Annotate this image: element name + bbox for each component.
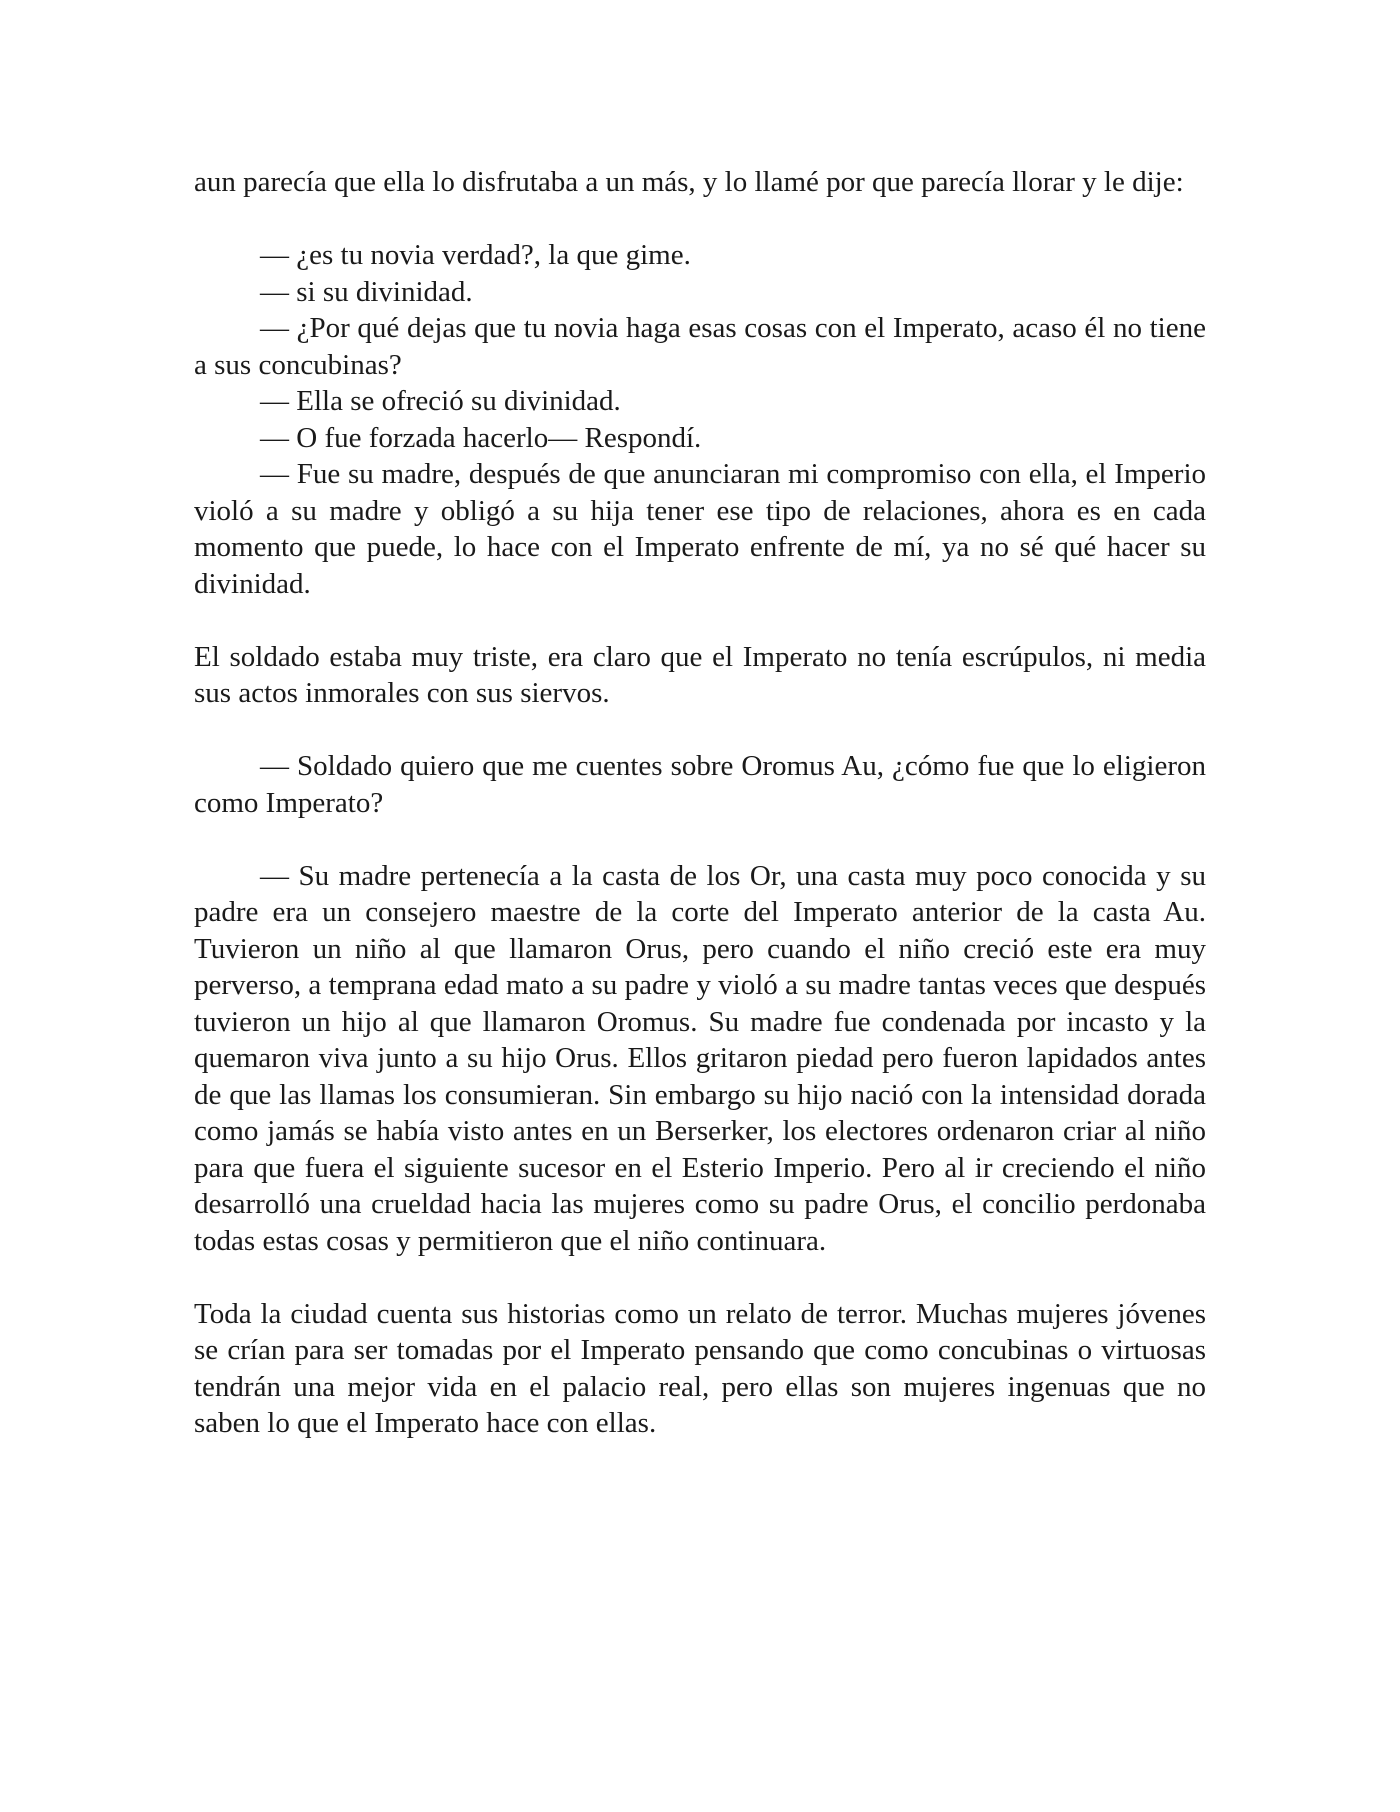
paragraph-2: El soldado estaba muy triste, era claro que el Imperato no tenía escrúpulos, ni media sus actos inmorales con sus siervos.	[194, 640, 1206, 709]
paragraph-1: aun parecía que ella lo disfrutaba a un más, y lo llamé por que parecía llorar y le dije:	[194, 166, 1184, 198]
dialogue-line-6: — Fue su madre, después de que anunciaran mi compromiso con ella, el Imperio violó a su madre y obligó a su hija tener ese tipo de relaciones, ahora es en cada momento que puede, lo hace con el Imperato enfrente de mí, ya no sé qué hacer su divinidad.	[194, 458, 1206, 600]
dialogue-line-4: — Ella se ofreció su divinidad.	[260, 385, 621, 417]
paragraph-gap	[194, 712, 1206, 749]
paragraph-gap	[194, 201, 1206, 238]
dialogue-line-8: — Su madre pertenecía a la casta de los Or, una casta muy poco conocida y su padre era un consejero maestre de la corte del Imperato anterior de la casta Au. Tuvieron un niño al que llamaron Orus, pero cuando el niño creció este era muy perverso, a temprana edad mato a su padre y violó a su madre tantas veces que después tuvieron un hijo al que llamaron Oromus. Su madre fue condenada por incasto y la quemaron viva junto a su hijo Orus. Ellos gritaron piedad pero fueron lapidados antes de que las llamas los consumieran. Sin embargo su hijo nació con la intensidad dorada como jamás se había visto antes en un Berserker, los electores ordenaron criar al niño para que fuera el siguiente sucesor en el Esterio Imperio. Pero al ir creciendo el niño desarrolló una crueldad hacia las mujeres como su padre Orus, el concilio perdonaba todas estas cosas y permitieron que el niño continuara.	[194, 859, 1206, 1257]
paragraph-3: Toda la ciudad cuenta sus historias como un relato de terror. Muchas mujeres jóvenes se crían para ser tomadas por el Imperato pensando que como concubinas o virtuosas tendrán una mejor vida en el palacio real, pero ellas son mujeres ingenuas que no saben lo que el Imperato hace con ellas.	[194, 1297, 1206, 1439]
dialogue-line-2: — si su divinidad.	[260, 275, 473, 308]
paragraph-gap	[194, 1259, 1206, 1296]
dialogue-line-1: — ¿es tu novia verdad?, la que gime.	[260, 239, 691, 271]
paragraph-gap	[194, 602, 1206, 639]
paragraph-gap	[194, 821, 1206, 858]
dialogue-line-7: — Soldado quiero que me cuentes sobre Oromus Au, ¿cómo fue que lo eligieron como Imperato?	[194, 750, 1206, 819]
document-page	[194, 164, 1206, 1442]
dialogue-line-3: — ¿Por qué dejas que tu novia haga esas cosas con el Imperato, acaso él no tiene a sus concubinas?	[194, 312, 1206, 381]
dialogue-line-5: — O fue forzada hacerlo— Respondí.	[260, 421, 702, 454]
